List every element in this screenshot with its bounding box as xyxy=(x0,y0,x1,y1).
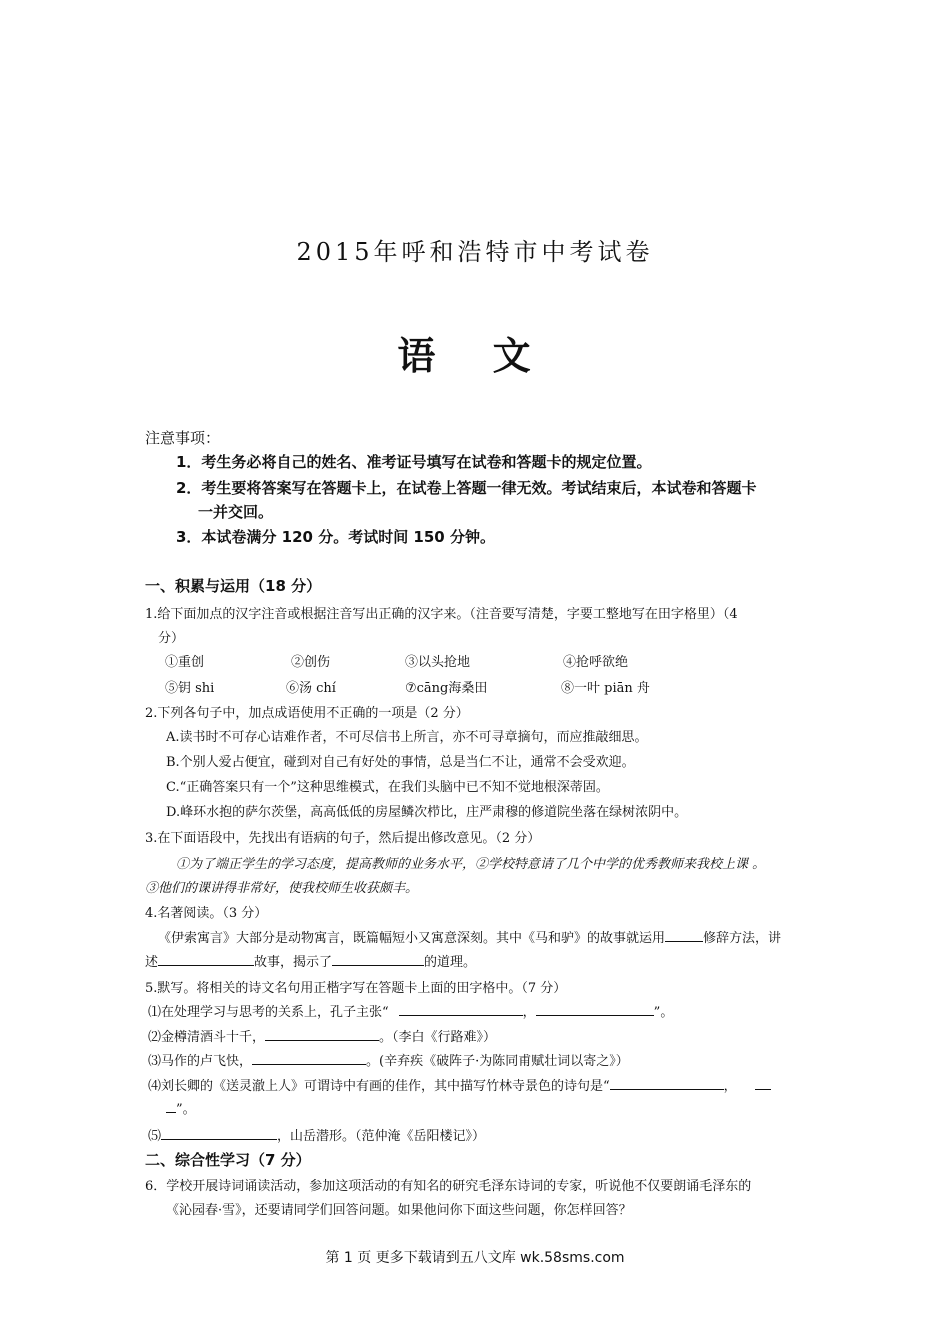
answer-blank[interactable] xyxy=(158,953,254,966)
q1-item: ⑤钥 shi xyxy=(165,681,215,696)
q1-stem: 1.给下面加点的汉字注音或根据注音写出正确的汉字来。（注音要写清楚，字要工整地写在田字格里）（4 xyxy=(145,607,738,622)
q2-option-d: D.峰环水抱的萨尔茨堡，高高低低的房屋鳞次栉比，庄严肃穆的修道院坐落在绿树浓阴中。 xyxy=(166,805,688,820)
notice-item-2: 2．考生要将答案写在答题卡上，在试卷上答题一律无效。考试结束后，本试卷和答题卡 xyxy=(176,479,757,497)
q3-stem: 3.在下面语段中，先找出有语病的句子，然后提出修改意见。（2 分） xyxy=(145,831,541,846)
q5-line-4 xyxy=(148,1075,771,1094)
q4-line-2 xyxy=(145,951,476,970)
q1-item: ①重创 xyxy=(165,655,205,670)
exam-title: 2015年呼和浩特市中考试卷 xyxy=(296,238,654,266)
q4-stem: 4.名著阅读。（3 分） xyxy=(145,906,268,921)
answer-blank[interactable] xyxy=(665,929,703,942)
q3-passage-line-2: ③他们的课讲得非常好，使我校师生收获颇丰。 xyxy=(145,881,419,896)
answer-blank[interactable] xyxy=(252,1052,366,1065)
q5-line-3 xyxy=(148,1050,629,1069)
notice-item-2-cont: 一并交回。 xyxy=(198,503,274,521)
answer-blank[interactable] xyxy=(332,953,424,966)
q5-text: ”。 xyxy=(176,1102,196,1117)
q4-text: 的道理。 xyxy=(424,955,477,970)
q1-item: ④抢呼欲绝 xyxy=(563,655,629,670)
q5-text: ⑷刘长卿的《送灵澈上人》可谓诗中有画的佳作，其中描写竹林寺景色的诗句是“ xyxy=(148,1079,610,1094)
subject-title: 语 文 xyxy=(397,333,553,378)
q4-text: 《伊索寓言》大部分是动物寓言，既篇幅短小又寓意深刻。其中《马和驴》的故事就运用 xyxy=(158,931,666,946)
page-footer: 第 1 页 更多下载请到五八文库 wk.58sms.com xyxy=(325,1250,625,1266)
q5-text: ⑶马作的卢飞快， xyxy=(148,1054,253,1069)
q4-line-1 xyxy=(158,927,781,946)
q6-line-2: 《沁园春·雪》，还要请同学们回答问题。如果他问你下面这些问题，你怎样回答？ xyxy=(166,1203,632,1218)
q2-option-a: A.读书时不可存心诘难作者，不可尽信书上所言，亦不可寻章摘句，而应推敲细思。 xyxy=(166,730,648,745)
section-2-title: 二、综合性学习（7 分） xyxy=(145,1151,311,1169)
q5-line-4-cont xyxy=(166,1098,196,1117)
q5-text: ⑵金樽清酒斗十千， xyxy=(148,1030,266,1045)
notice-heading: 注意事项： xyxy=(145,429,221,447)
q5-line-5 xyxy=(148,1125,485,1144)
q1-item: ②创伤 xyxy=(291,655,331,670)
q4-text: 修辞方法，讲 xyxy=(703,931,782,946)
q5-text: ，山岳潜形。（范仲淹《岳阳楼记》） xyxy=(277,1129,486,1144)
q2-option-c: C.“正确答案只有一个”这种思维模式，在我们头脑中已不知不觉地根深蒂固。 xyxy=(166,780,609,795)
section-1-title: 一、积累与运用（18 分） xyxy=(145,577,322,595)
q1-item: ⑦cāng海桑田 xyxy=(405,681,488,696)
answer-blank[interactable] xyxy=(161,1127,277,1140)
q5-line-1 xyxy=(148,1001,673,1020)
q4-text: 故事，揭示了 xyxy=(254,955,333,970)
q5-text: ， xyxy=(522,1005,536,1020)
answer-blank[interactable] xyxy=(536,1003,654,1016)
q1-item: ⑥汤 chí xyxy=(286,681,336,696)
answer-blank[interactable] xyxy=(265,1028,379,1041)
q5-text: ， xyxy=(723,1079,737,1094)
answer-blank[interactable] xyxy=(755,1077,771,1090)
q2-option-b: B.个别人爱占便宜，碰到对自己有好处的事情，总是当仁不让，通常不会受欢迎。 xyxy=(166,755,635,770)
q1-item: ③以头抢地 xyxy=(405,655,471,670)
q1-item: ⑧一叶 piān 舟 xyxy=(561,681,650,696)
q5-text: ”。 xyxy=(653,1005,674,1020)
answer-blank[interactable] xyxy=(166,1100,176,1113)
q5-text: 。(辛弃疾《破阵子·为陈同甫赋壮词以寄之》） xyxy=(366,1054,629,1069)
q4-text: 述 xyxy=(145,955,159,970)
q5-text: ⑴在处理学习与思考的关系上，孔子主张“ xyxy=(148,1005,389,1020)
answer-blank[interactable] xyxy=(610,1077,724,1090)
q5-text: 。（李白《行路难》） xyxy=(379,1030,497,1045)
q5-stem: 5.默写。将相关的诗文名句用正楷字写在答题卡上面的田字格中。（7 分） xyxy=(145,981,567,996)
q6-line-1: 6．学校开展诗词诵读活动，参加这项活动的有知名的研究毛泽东诗词的专家，听说他不仅要朗诵毛泽东的 xyxy=(145,1179,752,1194)
q5-text: ⑸ xyxy=(148,1129,162,1144)
q1-stem-cont: 分） xyxy=(158,631,185,646)
q3-passage-line-1: ①为了端正学生的学习态度，提高教师的业务水平，②学校特意请了几个中学的优秀教师来我校上课 。 xyxy=(176,857,766,872)
answer-blank[interactable] xyxy=(399,1003,523,1016)
q2-stem: 2.下列各句子中，加点成语使用不正确的一项是（2 分） xyxy=(145,706,469,721)
notice-item-1: 1．考生务必将自己的姓名、准考证号填写在试卷和答题卡的规定位置。 xyxy=(176,453,652,471)
q5-line-2 xyxy=(148,1026,496,1045)
notice-item-3: 3．本试卷满分 120 分。考试时间 150 分钟。 xyxy=(176,528,495,546)
